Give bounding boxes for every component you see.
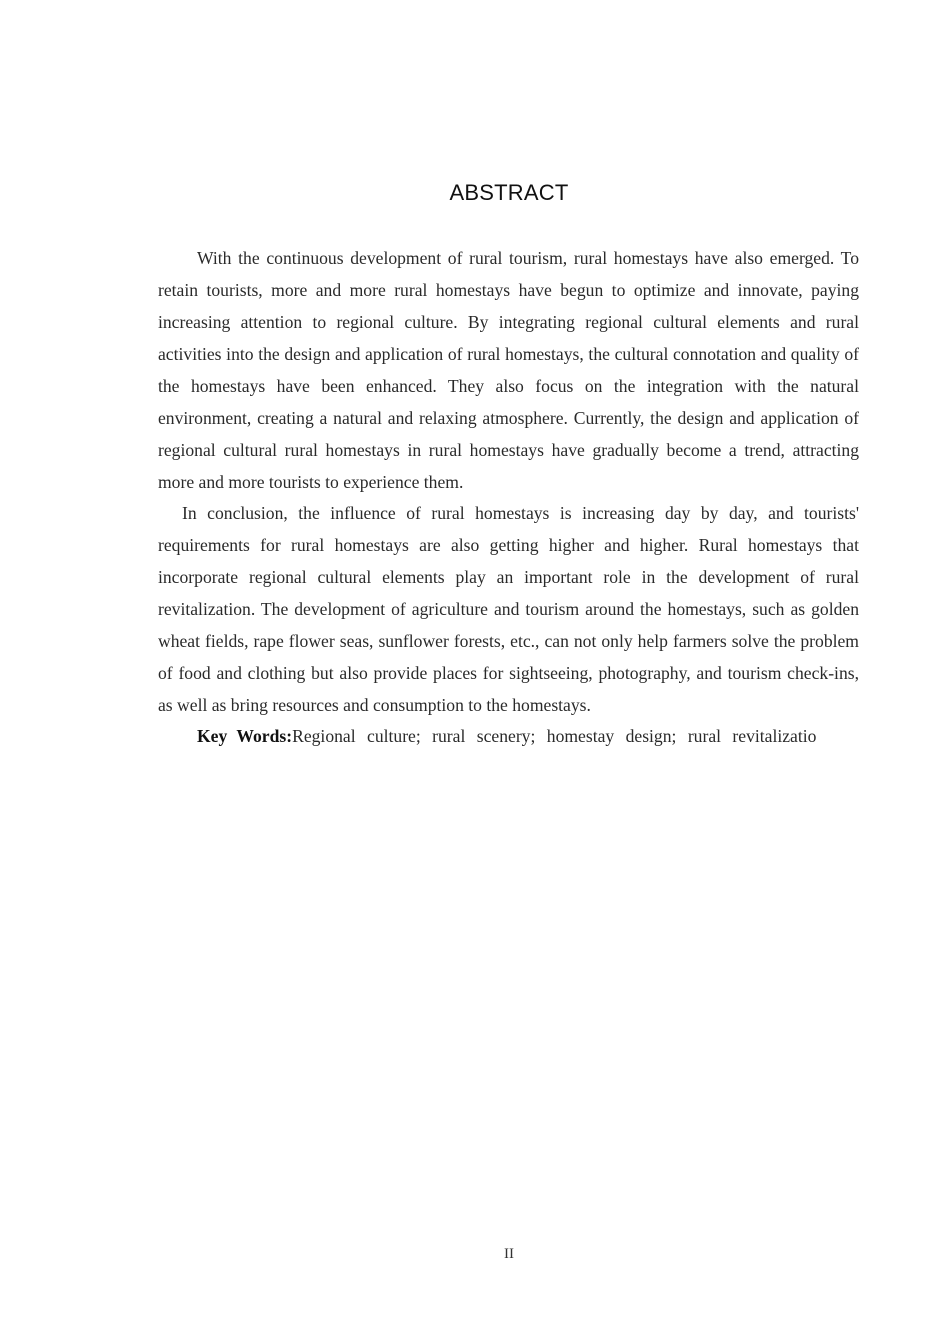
abstract-paragraph-1: With the continuous development of rural tourism, rural homestays have also emerged. To retain tourists, more and more rural homestays have begun to optimize and innovate, paying increasing attention to regional culture. By integrating regional cultural elements and rural activities into the design and application of rural homestays, the cultural connotation and quality of the homestays have been enhanced. They also focus on the integration with the natural environment, creating a natural and relaxing atmosphere. Currently, the design and application of regional cultural rural homestays in rural homestays have gradually become a trend, attracting more and more tourists to experience them. (158, 248, 859, 492)
page-number: II (504, 1246, 514, 1262)
abstract-title: ABSTRACT (449, 180, 569, 205)
keywords-line (197, 720, 859, 752)
keywords-label: Key Words: (197, 726, 293, 746)
abstract-paragraph-2: In conclusion, the influence of rural homestays is increasing day by day, and tourists' requirements for rural homestays are also getting higher and higher. Rural homestays that incorporate regional cultural elements play an important role in the development of rural revitalization. The development of agriculture and tourism around the homestays, such as golden wheat fields, rape flower seas, sunflower forests, etc., can not only help farmers solve the problem of food and clothing but also provide places for sightseeing, photography, and tourism check-ins, as well as bring resources and consumption to the homestays. (158, 503, 859, 715)
keywords-text: Regional culture; rural scenery; homestay design; rural revitalizatio (292, 726, 817, 746)
